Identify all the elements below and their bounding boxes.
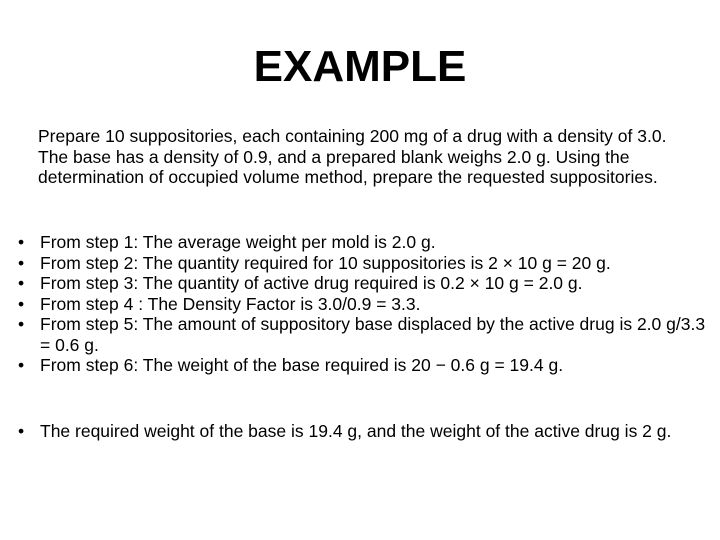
step-item-6 — [18, 355, 708, 376]
problem-statement: Prepare 10 suppositories, each containing 200 mg of a drug with a density of 3.0. The base has a density of 0.9, and a prepared blank weighs 2.0 g. Using the determination of occupied volume method, prepare the requested suppositories. — [38, 126, 667, 187]
bullet-icon: • — [18, 293, 25, 314]
step-text: From step 5: The amount of suppository base displaced by the active drug is 2.0 g/3.3 = 0.6 g. — [40, 314, 706, 355]
bullet-icon: • — [18, 273, 25, 293]
bullet-icon: • — [18, 355, 25, 375]
conclusion-item — [18, 421, 708, 442]
step-text: From step 1: The average weight per mold is 2.0 g. — [40, 232, 436, 252]
conclusion-text: The required weight of the base is 19.4 g, and the weight of the active drug is 2 g. — [40, 421, 672, 441]
step-item-5 — [18, 314, 708, 355]
step-item-3 — [18, 273, 708, 294]
bullet-icon: • — [18, 421, 25, 441]
steps-list — [18, 232, 708, 376]
bullet-icon: • — [18, 232, 25, 252]
step-text: From step 2: The quantity required for 10 suppositories is 2 × 10 g = 20 g. — [40, 252, 611, 273]
bullet-icon: • — [18, 314, 25, 334]
step-text: From step 6: The weight of the base required is 20 − 0.6 g = 19.4 g. — [40, 355, 564, 375]
bullet-icon: • — [18, 252, 25, 273]
step-item-2 — [18, 253, 708, 274]
step-item-1 — [18, 232, 708, 253]
step-text: From step 4 : The Density Factor is 3.0/0.9 = 3.3. — [40, 293, 421, 314]
step-item-4 — [18, 294, 708, 315]
step-text: From step 3: The quantity of active drug required is 0.2 × 10 g = 2.0 g. — [40, 273, 583, 293]
slide-title: EXAMPLE — [253, 42, 467, 91]
conclusion-list — [18, 421, 708, 442]
